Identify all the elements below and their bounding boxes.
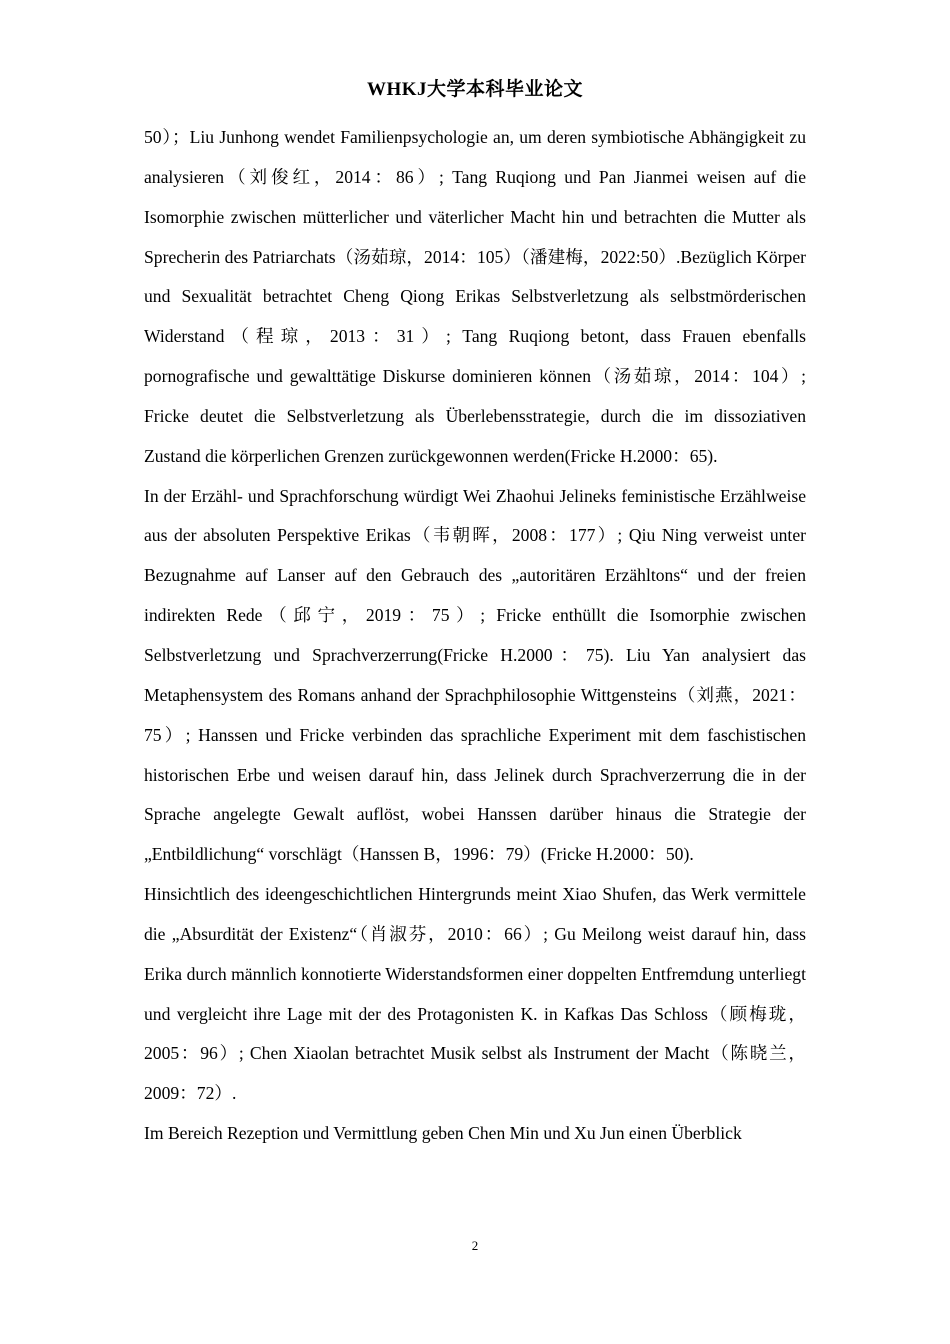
paragraph-3: Hinsichtlich des ideengeschichtlichen Hintergrunds meint Xiao Shufen, das Werk vermittele die „Absurdität der Existenz“（肖淑芬，2010：66）; Gu Meilong weist darauf hin, dass Erika durch männlich konnotierte Widerstandsformen einer doppelten Entfremdung unterliegt und vergleicht ihre Lage mit der des Protagonisten K. in Kafkas Das Schloss（顾梅珑，2005：96）; Chen Xiaolan betrachtet Musik selbst als Instrument der Macht（陈晓兰，2009：72）. — [144, 884, 806, 1104]
page-header-title: WHKJ大学本科毕业论文 — [366, 79, 584, 100]
paragraph-4: Im Bereich Rezeption und Vermittlung geben Chen Min und Xu Jun einen Überblick — [144, 1123, 742, 1144]
paragraph-2: In der Erzähl- und Sprachforschung würdigt Wei Zhaohui Jelineks feministische Erzählweise aus der absoluten Perspektive Erikas（韦朝晖，2008：177）; Qiu Ning verweist unter Bezugnahme auf Lanser auf den Gebrauch des „autoritären Erzähltons“ und der freien indirekten Rede（邱宁，2019：75）; Fricke enthüllt die Isomorphie zwischen Selbstverletzung und Sprachverzerrung(Fricke H.2000：75). Liu Yan analysiert das Metaphensystem des Romans anhand der Sprachphilosophie Wittgensteins（刘燕，2021：75）; Hanssen und Fricke verbinden das sprachliche Experiment mit dem faschistischen historischen Erbe und weisen darauf hin, dass Jelinek durch Sprachverzerrung die in der Sprache angelegte Gewalt auflöst, wobei Hanssen darüber hinaus die Strategie der „Entbildlichung“ vorschlägt（Hanssen B，1996：79）(Fricke H.2000：50). — [144, 485, 806, 865]
page-number: 2 — [471, 1238, 479, 1253]
paragraph-1: 50）；Liu Junhong wendet Familienpsychologie an, um deren symbiotische Abhängigkeit zu analysieren（刘俊红，2014：86）; Tang Ruqiong und Pan Jianmei weisen auf die Isomorphie zwischen mütterlicher und väterlicher Macht hin und betrachten die Mutter als Sprecherin des Patriarchats（汤茹琼，2014：105）（潘建梅，2022:50）.Bezüglich Körper und Sexualität betrachtet Cheng Qiong Erikas Selbstverletzung als selbstmörderischen Widerstand（程琼，2013：31）; Tang Ruqiong betont, dass Frauen ebenfalls pornografische und gewalttätige Diskurse dominieren können（汤茹琼，2014：104）; Fricke deutet die Selbstverletzung als Überlebensstrategie, durch die im dissoziativen Zustand die körperlichen Grenzen zurückgewonnen werden(Fricke H.2000：65). — [144, 127, 806, 466]
document-body — [144, 118, 806, 1154]
